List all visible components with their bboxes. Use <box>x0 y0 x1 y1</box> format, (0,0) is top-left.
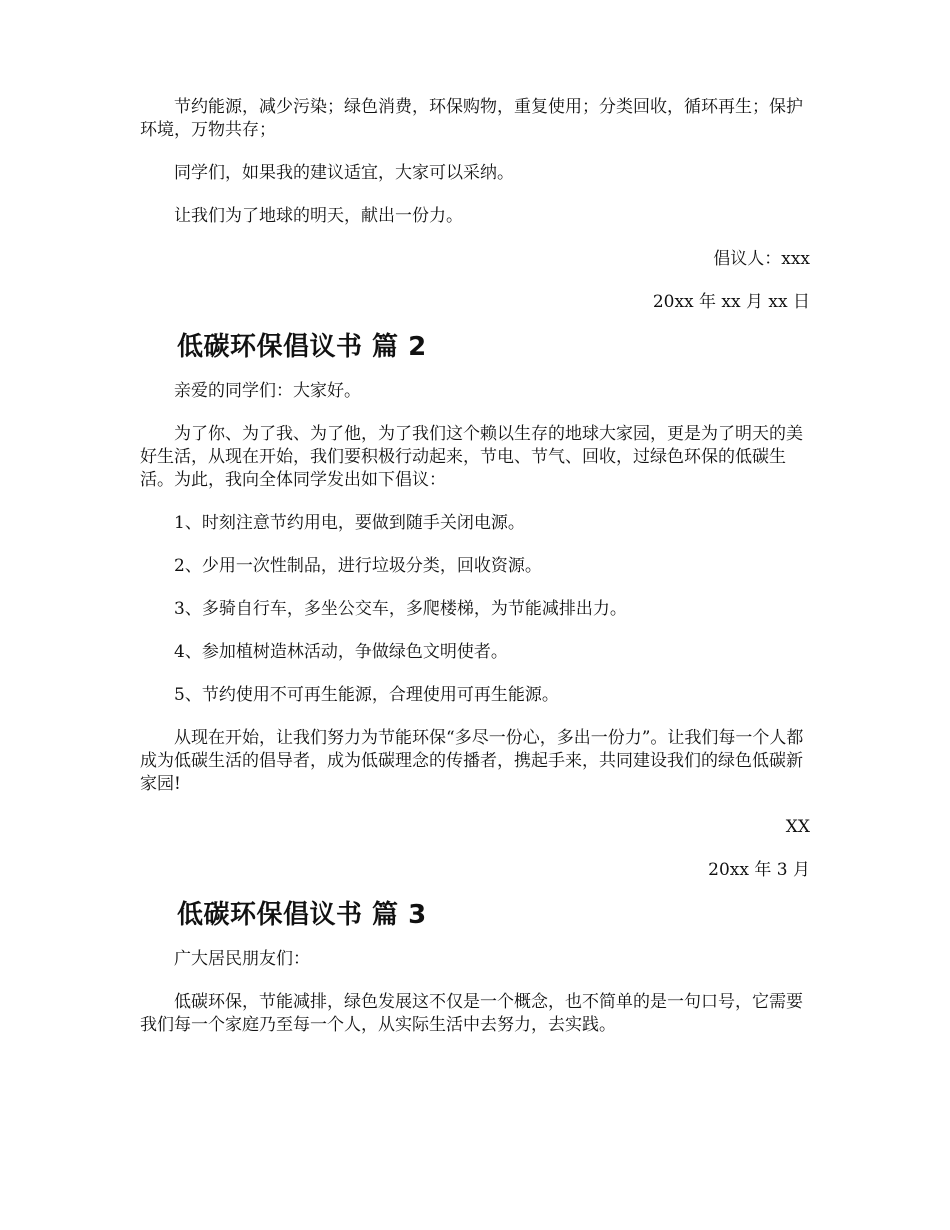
paragraph: 让我们为了地球的明天，献出一份力。 <box>174 206 463 226</box>
section-heading: 低碳环保倡议书 篇 3 <box>177 900 427 930</box>
list-item: 2、少用一次性制品，进行垃圾分类，回收资源。 <box>174 556 542 576</box>
paragraph: 低碳环保，节能减排，绿色发展这不仅是一个概念，也不简单的是一句口号，它需要我们每一个家庭乃至每一个人，从实际生活中去努力，去实践。 <box>140 992 803 1035</box>
greeting: 亲爱的同学们：大家好。 <box>174 381 361 401</box>
list-item: 5、节约使用不可再生能源，合理使用可再生能源。 <box>174 685 559 705</box>
list-item: 4、参加植树造林活动，争做绿色文明使者。 <box>174 642 508 662</box>
date: 20xx 年 3 月 <box>708 860 810 880</box>
date: 20xx 年 xx 月 xx 日 <box>652 292 810 312</box>
signature: 倡议人：xxx <box>713 249 810 269</box>
paragraph: 从现在开始，让我们努力为节能环保“多尽一份心，多出一份力”。让我们每一个人都成为低碳生活的倡导者，成为低碳理念的传播者，携起手来，共同建设我们的绿色低碳新家园! <box>140 728 804 794</box>
document-content <box>140 96 810 1037</box>
paragraph: 节约能源，减少污染；绿色消费，环保购物，重复使用；分类回收，循环再生；保护环境，万物共存； <box>140 97 803 140</box>
section-heading: 低碳环保倡议书 篇 2 <box>177 332 427 362</box>
list-item: 3、多骑自行车，多坐公交车，多爬楼梯，为节能减排出力。 <box>174 599 627 619</box>
signature: XX <box>785 817 810 837</box>
paragraph: 同学们，如果我的建议适宜，大家可以采纳。 <box>174 163 514 183</box>
paragraph: 为了你、为了我、为了他，为了我们这个赖以生存的地球大家园，更是为了明天的美好生活，从现在开始，我们要积极行动起来，节电、节气、回收，过绿色环保的低碳生活。为此，我向全体同学发出如下倡议： <box>140 424 803 490</box>
list-item: 1、时刻注意节约用电，要做到随手关闭电源。 <box>174 513 525 533</box>
greeting: 广大居民朋友们： <box>174 949 310 969</box>
